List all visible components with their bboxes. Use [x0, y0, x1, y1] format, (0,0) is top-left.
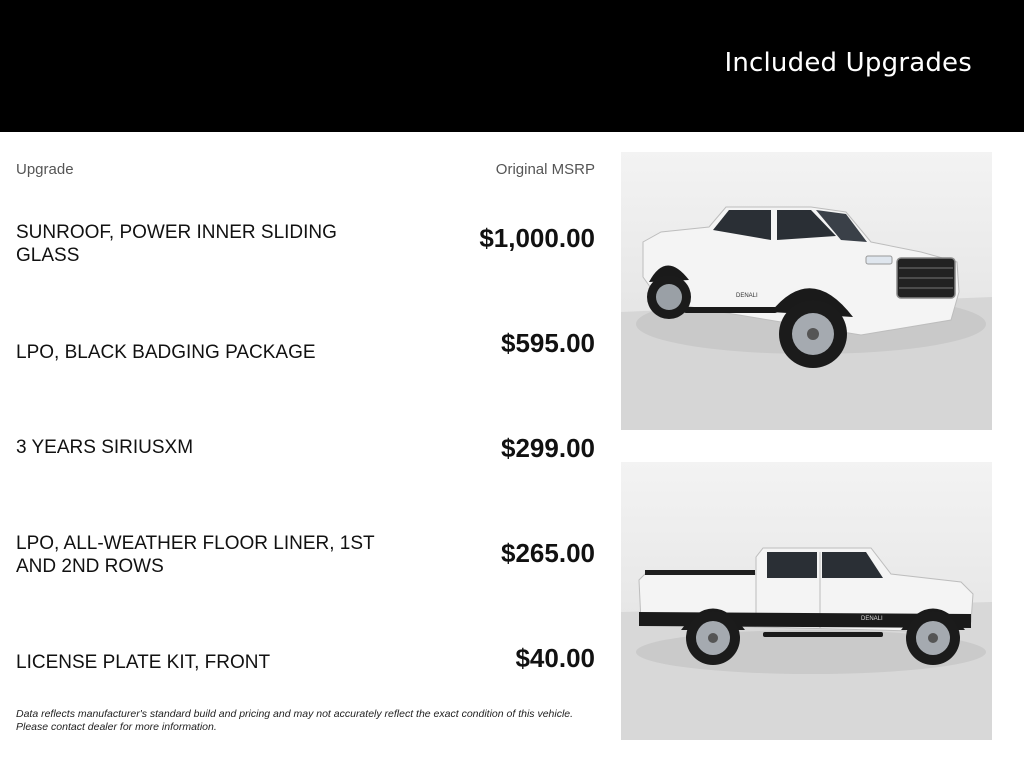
upgrade-name: SUNROOF, POWER INNER SLIDING GLASS	[16, 222, 337, 266]
vehicle-photo-side	[621, 462, 992, 740]
column-header-msrp: Original MSRP	[495, 161, 595, 178]
upgrade-name: 3 YEARS SIRIUSXM	[16, 437, 194, 458]
upgrade-price: $265.00	[501, 538, 595, 568]
upgrade-price: $595.00	[501, 328, 595, 358]
upgrade-price: $299.00	[501, 433, 595, 463]
truck-front-illustration	[621, 152, 992, 430]
disclaimer-text: Data reflects manufacturer's standard build and pricing and may not accurately reflect the exact condition of this vehicle. Please contact dealer for more information.	[16, 708, 574, 733]
denali-badge: DENALI	[736, 293, 758, 299]
header-bar	[0, 0, 1024, 132]
denali-badge: DENALI	[861, 616, 883, 622]
upgrade-name: LICENSE PLATE KIT, FRONT	[16, 652, 271, 673]
page-title: Included Upgrades	[724, 48, 972, 78]
upgrade-price: $40.00	[515, 643, 595, 673]
truck-side-illustration	[621, 462, 992, 740]
upgrade-name: LPO, ALL-WEATHER FLOOR LINER, 1ST AND 2ND ROWS	[16, 533, 375, 577]
upgrade-price: $1,000.00	[479, 223, 595, 253]
upgrade-name: LPO, BLACK BADGING PACKAGE	[16, 342, 316, 363]
vehicle-photo-front	[621, 152, 992, 430]
column-header-upgrade: Upgrade	[16, 161, 74, 178]
